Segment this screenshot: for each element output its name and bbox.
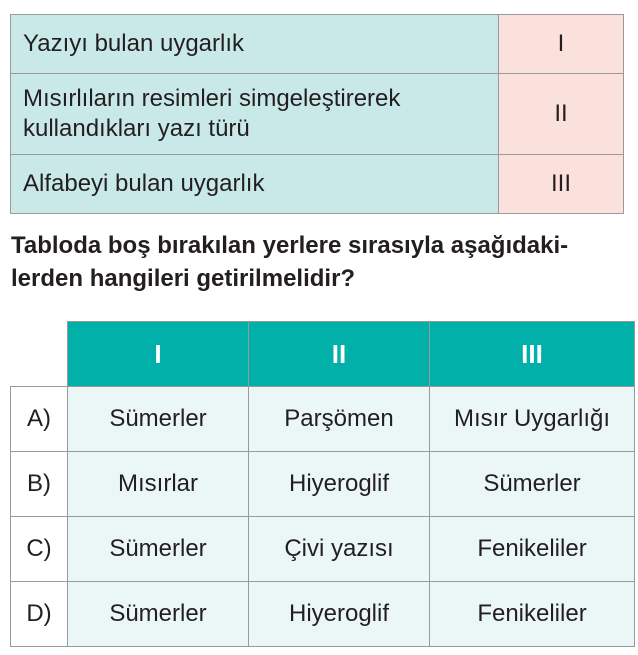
option-cell: Mısırlar — [68, 452, 249, 517]
answer-option-row-c[interactable] — [11, 517, 635, 582]
answer-table — [10, 321, 635, 647]
question-line: Tabloda boş bırakılan yerlere sırasıyla aşağıdaki- — [11, 232, 569, 259]
info-mark: III — [499, 155, 624, 214]
option-cell: Fenikeliler — [430, 517, 635, 582]
answer-option-row-a[interactable] — [11, 387, 635, 452]
info-description-line: kullandıkları yazı türü — [23, 115, 250, 142]
option-cell: Sümerler — [68, 582, 249, 647]
option-label[interactable]: B) — [11, 452, 68, 517]
option-label[interactable]: D) — [11, 582, 68, 647]
info-row — [11, 74, 624, 155]
answer-option-row-d[interactable] — [11, 582, 635, 647]
info-row — [11, 155, 624, 214]
option-cell: Çivi yazısı — [249, 517, 430, 582]
option-cell: Mısır Uygarlığı — [430, 387, 635, 452]
info-table — [10, 14, 624, 214]
answer-header-row — [11, 322, 635, 387]
option-cell: Fenikeliler — [430, 582, 635, 647]
option-cell: Hiyeroglif — [249, 582, 430, 647]
option-cell: Hiyeroglif — [249, 452, 430, 517]
question-line: lerden hangileri getirilmelidir? — [11, 265, 356, 292]
info-description-line: Mısırlıların resimleri simgeleştirerek — [23, 85, 401, 112]
option-label[interactable]: C) — [11, 517, 68, 582]
answer-option-row-b[interactable] — [11, 452, 635, 517]
question-text — [11, 229, 631, 295]
option-cell: Sümerler — [68, 387, 249, 452]
option-cell: Parşömen — [249, 387, 430, 452]
header-cell: II — [249, 322, 430, 387]
info-mark: I — [499, 15, 624, 74]
info-description: Yazıyı bulan uygarlık — [11, 15, 499, 74]
info-description: Alfabeyi bulan uygarlık — [11, 155, 499, 214]
option-cell: Sümerler — [430, 452, 635, 517]
header-blank-cell — [11, 322, 68, 387]
header-cell: I — [68, 322, 249, 387]
info-description — [11, 74, 499, 155]
header-cell: III — [430, 322, 635, 387]
option-cell: Sümerler — [68, 517, 249, 582]
info-row — [11, 15, 624, 74]
info-mark: II — [499, 74, 624, 155]
option-label[interactable]: A) — [11, 387, 68, 452]
